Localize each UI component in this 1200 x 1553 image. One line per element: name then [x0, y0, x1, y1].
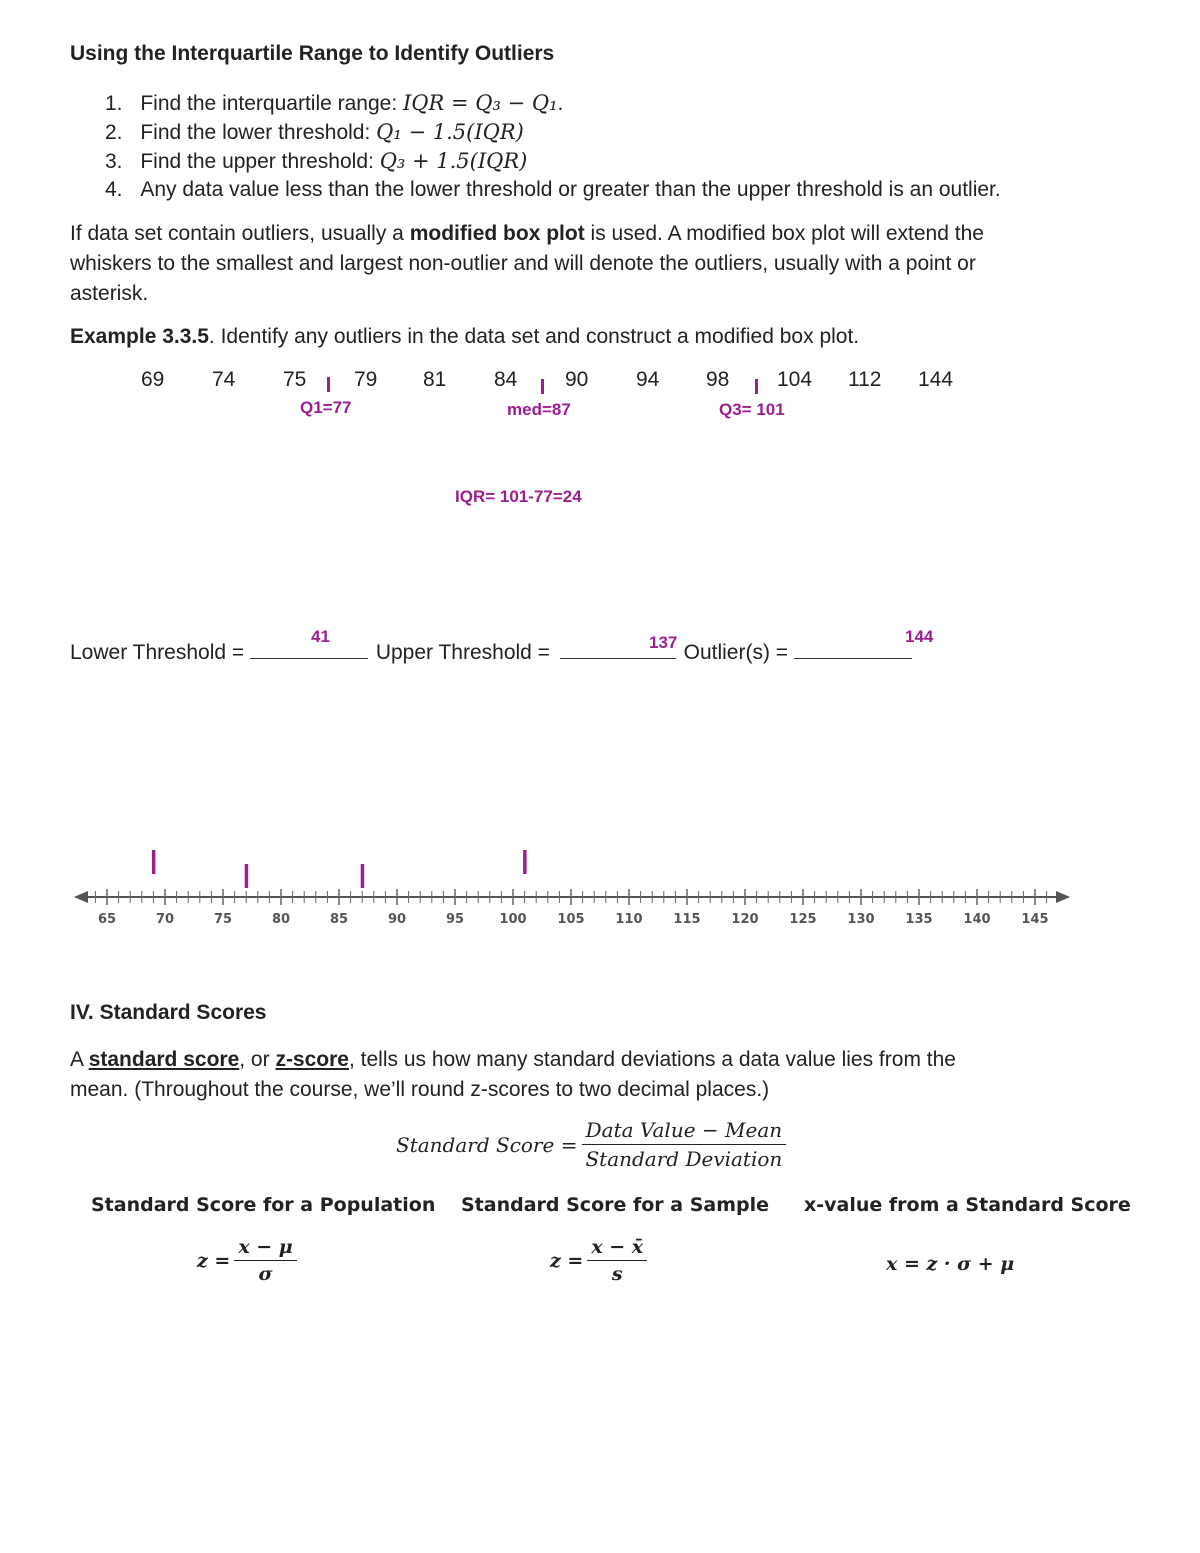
tick-label: 105: [557, 912, 585, 927]
data-value: 112: [848, 368, 882, 391]
step-4: [105, 175, 1001, 205]
tick-label: 115: [673, 912, 701, 927]
step-2: [105, 117, 524, 148]
formula-lhs: z =: [197, 1249, 231, 1272]
step-number: 2.: [105, 121, 123, 144]
formula-fraction: [581, 1118, 786, 1171]
median-annotation: med=87: [507, 400, 571, 419]
step-tail: .: [557, 92, 564, 115]
formula-denominator: σ: [258, 1263, 273, 1285]
x-value-heading: x-value from a Standard Score: [804, 1194, 1131, 1216]
text: is used. A modified box plot will extend the: [584, 222, 984, 245]
formula-lhs: Standard Score =: [396, 1132, 578, 1157]
formula-numerator: Data Value − Mean: [582, 1118, 787, 1145]
left-arrow: [74, 891, 88, 903]
outliers-label: Outlier(s) =: [683, 641, 794, 664]
step-text: Any data value less than the lower threshold or greater than the upper threshold is an outlier.: [140, 178, 1001, 201]
step-math: Q₃ + 1.5(IQR): [379, 149, 528, 173]
population-heading: Standard Score for a Population: [91, 1194, 436, 1216]
marked-value: [523, 850, 527, 874]
tick-label: 95: [445, 912, 465, 927]
standard-score-intro-line-2: mean. (Throughout the course, we’ll round z-scores to two decimal places.): [70, 1078, 770, 1101]
tick-label: 145: [1021, 912, 1049, 927]
q3-divider-mark: [755, 379, 758, 394]
q1-divider-mark: [327, 377, 330, 392]
section-2-title: IV. Standard Scores: [70, 1001, 267, 1024]
tick-label: 75: [213, 912, 233, 927]
tick-label: 100: [499, 912, 527, 927]
data-value: 144: [918, 368, 954, 391]
lower-threshold-blank: [250, 638, 368, 659]
standard-score-formula: [396, 1118, 786, 1171]
tick-label: 110: [615, 912, 643, 927]
term-z-score: z-score: [275, 1048, 349, 1071]
formula-denominator: s: [611, 1263, 623, 1285]
threshold-line: [70, 638, 912, 668]
outliers-blank: [794, 638, 912, 659]
tick-label: 125: [789, 912, 817, 927]
step-text: Find the lower threshold:: [140, 121, 377, 144]
paragraph-line-2: whiskers to the smallest and largest non-outlier and will denote the outliers, usually with a point or: [70, 252, 976, 275]
outliers-answer: 144: [905, 627, 934, 646]
population-formula: [197, 1236, 297, 1285]
number-line: [0, 830, 1200, 940]
step-1: [105, 88, 563, 119]
data-value: 84: [494, 368, 518, 391]
example-label: Example 3.3.5: [70, 325, 209, 348]
formula-fraction: [234, 1236, 296, 1285]
marked-value: [245, 864, 249, 888]
median-divider-mark: [541, 379, 544, 394]
data-value: 69: [141, 368, 165, 391]
step-number: 4.: [105, 178, 123, 201]
paragraph-line-1: [70, 219, 984, 249]
formula-numerator: x − x̄: [587, 1236, 647, 1261]
data-value: 75: [283, 368, 307, 391]
example-text: . Identify any outliers in the data set and construct a modified box plot.: [208, 325, 860, 348]
text: , tells us how many standard deviations a data value lies from the: [348, 1048, 956, 1071]
paragraph-line-3: asterisk.: [70, 282, 149, 305]
text: , or: [239, 1048, 276, 1071]
step-text: Find the upper threshold:: [140, 150, 380, 173]
marked-value: [361, 864, 365, 888]
marked-value: [152, 850, 156, 874]
step-number: 1.: [105, 92, 123, 115]
text: A: [70, 1048, 89, 1071]
data-value: 90: [565, 368, 589, 391]
q1-annotation: Q1=77: [300, 398, 352, 417]
tick-label: 85: [329, 912, 349, 927]
section-title: Using the Interquartile Range to Identify Outliers: [70, 42, 555, 65]
data-value: 104: [777, 368, 813, 391]
term-standard-score: standard score: [88, 1048, 240, 1071]
step-math: IQR = Q₃ − Q₁: [403, 91, 558, 115]
bold-term: modified box plot: [409, 222, 585, 245]
data-value: 94: [636, 368, 660, 391]
step-math: Q₁ − 1.5(IQR): [376, 120, 524, 144]
tick-label: 80: [271, 912, 291, 927]
q3-annotation: Q3= 101: [719, 400, 785, 419]
tick-label: 65: [97, 912, 117, 927]
tick-label: 130: [847, 912, 875, 927]
data-value: 74: [212, 368, 236, 391]
step-3: [105, 146, 527, 177]
right-arrow: [1056, 891, 1070, 903]
text: If data set contain outliers, usually a: [70, 222, 410, 245]
step-number: 3.: [105, 150, 123, 173]
data-value: 79: [354, 368, 378, 391]
formula-numerator: x − μ: [234, 1236, 296, 1261]
tick-label: 135: [905, 912, 933, 927]
example-line: [70, 322, 859, 352]
standard-score-intro-line-1: [70, 1045, 956, 1075]
tick-label: 140: [963, 912, 991, 927]
step-text: Find the interquartile range:: [140, 92, 404, 115]
data-value: 81: [423, 368, 447, 391]
formula-fraction: [587, 1236, 647, 1285]
tick-label: 70: [155, 912, 175, 927]
formula-denominator: Standard Deviation: [585, 1147, 783, 1171]
lower-threshold-answer: 41: [311, 627, 330, 646]
upper-threshold-label: Upper Threshold =: [375, 641, 556, 664]
iqr-annotation: IQR= 101-77=24: [455, 487, 582, 506]
x-value-formula: x = z · σ + μ: [886, 1253, 1015, 1275]
sample-heading: Standard Score for a Sample: [461, 1194, 770, 1216]
tick-label: 90: [387, 912, 407, 927]
formula-lhs: z =: [550, 1249, 584, 1272]
data-value: 98: [706, 368, 730, 391]
lower-threshold-label: Lower Threshold =: [70, 641, 250, 664]
tick-label: 120: [731, 912, 759, 927]
sample-formula: [550, 1236, 647, 1285]
upper-threshold-answer: 137: [649, 633, 678, 652]
